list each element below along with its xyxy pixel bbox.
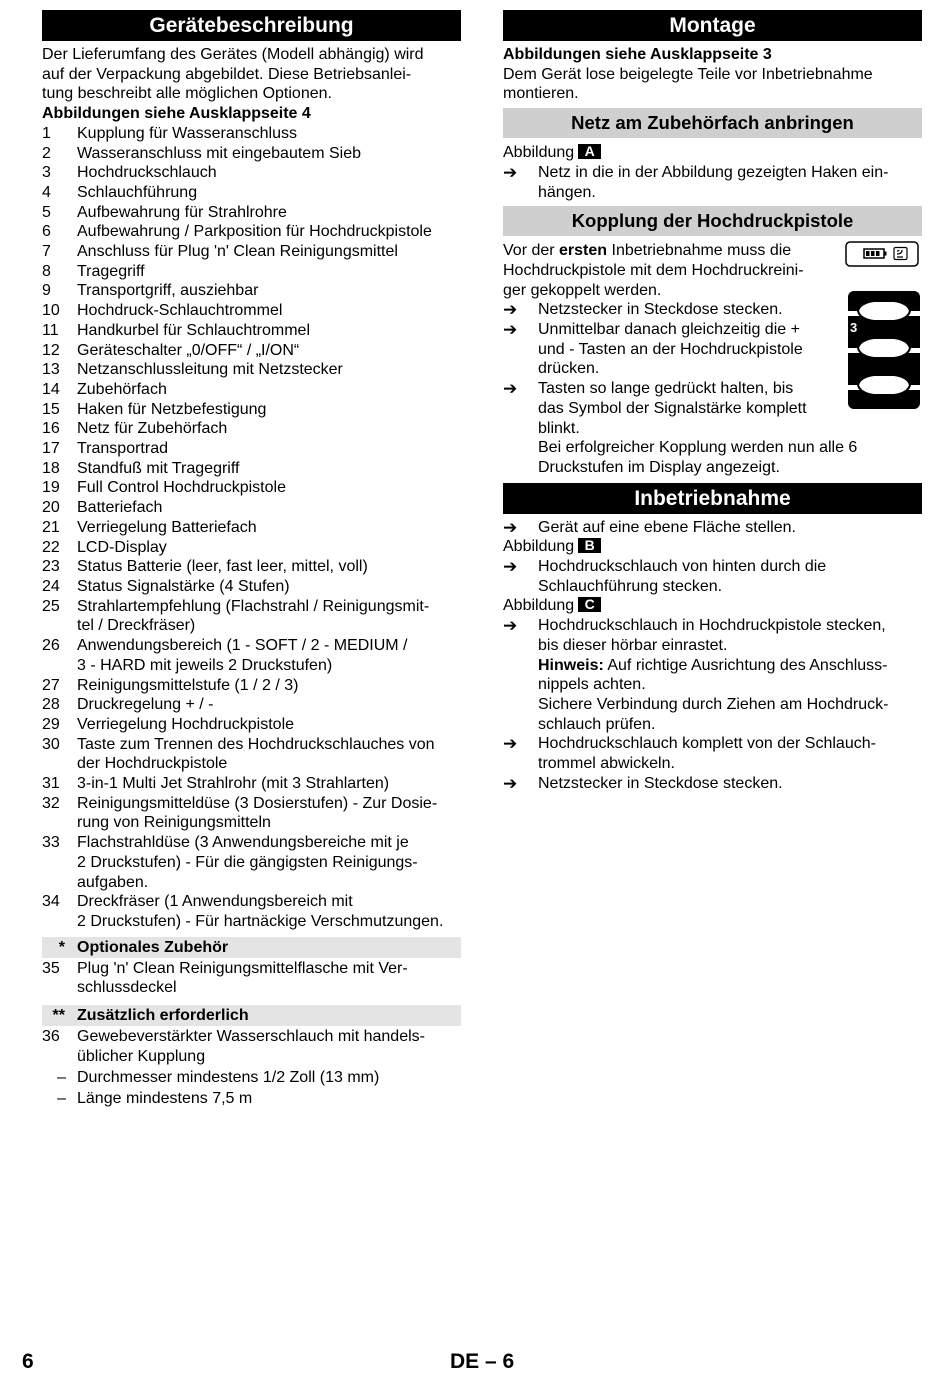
arrow-icon: ➔: [503, 300, 518, 320]
figure-badge-a: A: [578, 144, 601, 159]
step-line: drücken.: [538, 360, 600, 378]
list-item: [42, 163, 461, 183]
hint-label: Hinweis:: [538, 656, 604, 674]
arrow-icon: ➔: [503, 320, 518, 340]
item-number: 36: [42, 1028, 60, 1046]
item-text-line: Gewebeverstärkter Wasserschlauch mit handels-: [77, 1028, 425, 1046]
step: [503, 616, 922, 734]
step-line: Tasten so lange gedrückt halten, bis: [538, 380, 794, 398]
item-text: [77, 281, 461, 301]
item-text-line: aufgaben.: [77, 873, 149, 891]
item-text: [77, 478, 461, 498]
item-text-line: Hochdruck-Schlauchtrommel: [77, 302, 283, 320]
figure-reference: Abbildungen siehe Ausklappseite 3: [503, 46, 772, 63]
item-text-line: tel / Dreckfräser): [77, 617, 196, 635]
list-item: [42, 459, 461, 479]
page-number: 6: [22, 1350, 34, 1373]
item-text: [77, 301, 461, 321]
step: [503, 163, 922, 202]
step-line: schlauch prüfen.: [538, 715, 656, 733]
item-text-line: Zubehörfach: [77, 380, 167, 398]
item-text: [77, 959, 461, 998]
list-item: [42, 281, 461, 301]
list-item: [42, 222, 461, 242]
list-item: [42, 1068, 461, 1088]
list-item: [42, 774, 461, 794]
item-text: [77, 124, 461, 144]
list-item: [42, 400, 461, 420]
item-text-line: 3-in-1 Multi Jet Strahlrohr (mit 3 Strahlarten): [77, 775, 390, 793]
list-item: [42, 439, 461, 459]
item-text-line: Flachstrahldüse (3 Anwendungsbereiche mit je: [77, 834, 409, 852]
figure-word: Abbildung: [503, 144, 575, 162]
item-number: 10: [42, 302, 60, 320]
kopplung-block: [503, 241, 922, 477]
item-number: 28: [42, 696, 60, 714]
component-list: [42, 124, 461, 932]
required-marker: **: [52, 1007, 65, 1025]
list-item: [42, 794, 461, 833]
item-number: 21: [42, 518, 60, 536]
step-line: Bei erfolgreicher Kopplung werden nun alle 6: [538, 439, 858, 457]
text-run: Inbetriebnahme muss die: [607, 242, 792, 260]
item-number: 1: [42, 124, 51, 142]
item-number: 31: [42, 775, 60, 793]
list-item: [42, 183, 461, 203]
item-text-line: 2 Druckstufen) - Für hartnäckige Verschmutzungen.: [77, 912, 444, 930]
item-number: 16: [42, 420, 60, 438]
step-line: Druckstufen im Display angezeigt.: [538, 458, 780, 476]
step-line: Netz in die in der Abbildung gezeigten Haken ein-: [538, 163, 889, 181]
dash-marker: –: [57, 1090, 66, 1108]
step-line: Hochdruckschlauch komplett von der Schlauch-: [538, 735, 876, 753]
item-text-line: Standfuß mit Tragegriff: [77, 459, 240, 477]
item-text-line: Geräteschalter „0/OFF“ / „I/ON“: [77, 341, 300, 359]
item-number: 35: [42, 959, 60, 977]
item-number: 9: [42, 282, 51, 300]
item-text: [77, 577, 461, 597]
list-item: [42, 577, 461, 597]
list-item: [42, 959, 461, 998]
item-text-line: Aufbewahrung / Parkposition für Hochdruckpistole: [77, 223, 432, 241]
item-number: 33: [42, 834, 60, 852]
item-text-line: Netzanschlussleitung mit Netzstecker: [77, 361, 343, 379]
step-line: Schlauchführung stecken.: [538, 577, 723, 595]
item-number: 30: [42, 735, 60, 753]
item-text-line: Dreckfräser (1 Anwendungsbereich mit: [77, 893, 353, 911]
item-text: [77, 439, 461, 459]
list-item: [42, 380, 461, 400]
step-line: Hochdruckschlauch in Hochdruckpistole stecken,: [538, 617, 886, 635]
list-item: [42, 636, 461, 675]
list-item: [42, 144, 461, 164]
item-text-line: Tragegriff: [77, 262, 145, 280]
list-item: [42, 892, 461, 931]
step-line: Hochdruckschlauch von hinten durch die: [538, 558, 827, 576]
list-item: [42, 695, 461, 715]
step-line: und - Tasten an der Hochdruckpistole: [538, 340, 803, 358]
required-label: Zusätzlich erforderlich: [77, 1007, 249, 1025]
item-text-line: Anwendungsbereich (1 - SOFT / 2 - MEDIUM /: [77, 637, 408, 655]
text-run: Vor der: [503, 242, 560, 260]
list-item: [42, 419, 461, 439]
figure-word: Abbildung: [503, 538, 575, 556]
figure-label: [503, 537, 922, 557]
item-text: [77, 419, 461, 439]
item-number: 20: [42, 499, 60, 517]
item-text-line: üblicher Kupplung: [77, 1047, 206, 1065]
item-number: 7: [42, 243, 51, 261]
dash-marker: –: [57, 1069, 66, 1087]
arrow-icon: ➔: [503, 616, 518, 636]
item-number: 15: [42, 400, 60, 418]
item-text: [77, 833, 461, 892]
item-text-line: Transportgriff, ausziehbar: [77, 282, 259, 300]
item-text-line: 2 Druckstufen) - Für die gängigsten Reinigungs-: [77, 853, 418, 871]
item-number: 5: [42, 203, 51, 221]
item-text-line: Aufbewahrung für Strahlrohre: [77, 203, 287, 221]
paragraph-line: Hochdruckpistole mit dem Hochdruckreini-: [503, 261, 804, 279]
display-status-icon: [846, 242, 918, 266]
item-text-line: Verriegelung Batteriefach: [77, 518, 257, 536]
list-item: [42, 1089, 461, 1109]
intro-line: Der Lieferumfang des Gerätes (Modell abhängig) wird: [42, 46, 424, 63]
section-title-montage: Montage: [503, 10, 922, 41]
item-text-line: Reinigungsmittelstufe (1 / 2 / 3): [77, 676, 299, 694]
item-number: 8: [42, 262, 51, 280]
item-text: [77, 400, 461, 420]
item-text: [77, 557, 461, 577]
intro-line: auf der Verpackung abgebildet. Diese Betriebsanlei-: [42, 65, 412, 83]
item-text: [77, 735, 461, 774]
list-item: [42, 478, 461, 498]
item-number: 23: [42, 558, 60, 576]
item-text-line: Status Batterie (leer, fast leer, mittel, voll): [77, 558, 368, 576]
item-text-line: Reinigungsmitteldüse (3 Dosierstufen) - Zur Dosie-: [77, 794, 438, 812]
item-text-line: Strahlartempfehlung (Flachstrahl / Reinigungsmit-: [77, 597, 430, 615]
item-text-line: schlussdeckel: [77, 979, 177, 997]
list-item: [42, 538, 461, 558]
step: [503, 518, 922, 538]
list-item: [42, 676, 461, 696]
paragraph-line: montieren.: [503, 85, 579, 103]
item-text: [77, 794, 461, 833]
right-column: [503, 10, 922, 794]
item-text: [77, 341, 461, 361]
item-text: [77, 144, 461, 164]
item-number: 17: [42, 440, 60, 458]
step-text: [538, 616, 922, 734]
list-item: [42, 341, 461, 361]
item-text-line: rung von Reinigungsmitteln: [77, 814, 271, 832]
device-number-label: 3: [850, 320, 858, 336]
arrow-icon: ➔: [503, 162, 518, 182]
text-run-bold: ersten: [559, 242, 608, 260]
paragraph-line: Dem Gerät lose beigelegte Teile vor Inbetriebnahme: [503, 65, 873, 83]
item-text: [77, 636, 461, 675]
item-text: [77, 242, 461, 262]
item-text-line: Druckregelung + / -: [77, 696, 214, 714]
item-text-line: Batteriefach: [77, 499, 163, 517]
step-line: trommel abwickeln.: [538, 755, 675, 773]
item-text-line: 3 - HARD mit jeweils 2 Druckstufen): [77, 656, 333, 674]
optional-label: Optionales Zubehör: [77, 938, 229, 956]
item-number: 22: [42, 538, 60, 556]
list-item: [42, 1027, 461, 1066]
item-number: 11: [42, 321, 59, 339]
step-text: [538, 557, 922, 596]
optional-marker: *: [58, 938, 65, 956]
step-line: nippels achten.: [538, 676, 646, 694]
intro-line: tung beschreibt alle möglichen Optionen.: [42, 85, 332, 103]
item-text: [77, 892, 461, 931]
item-text-line: Transportrad: [77, 440, 168, 458]
list-item: [42, 498, 461, 518]
step-line: das Symbol der Signalstärke komplett: [538, 399, 807, 417]
list-item: [42, 242, 461, 262]
item-text: [77, 518, 461, 538]
item-number: 26: [42, 637, 60, 655]
item-number: 14: [42, 380, 60, 398]
figure-reference: Abbildungen siehe Ausklappseite 4: [42, 105, 311, 123]
step-line: Sichere Verbindung durch Ziehen am Hochdruck-: [538, 695, 889, 713]
step-line: hängen.: [538, 183, 596, 201]
item-text-line: der Hochdruckpistole: [77, 755, 228, 773]
item-text: [77, 774, 461, 794]
item-text-line: Taste zum Trennen des Hochdruckschlauches von: [77, 735, 435, 753]
item-text: [77, 360, 461, 380]
item-text-line: LCD-Display: [77, 538, 167, 556]
item-text-line: Handkurbel für Schlauchtrommel: [77, 321, 310, 339]
item-number: 25: [42, 597, 60, 615]
item-text: [77, 538, 461, 558]
item-number: 27: [42, 676, 60, 694]
list-item: [42, 597, 461, 636]
figure-label: [503, 596, 922, 616]
item-number: 2: [42, 144, 51, 162]
item-number: 12: [42, 341, 60, 359]
item-number: 13: [42, 361, 60, 379]
figure-badge-b: B: [578, 538, 601, 553]
figure-label: [503, 143, 922, 163]
step-line: Auf richtige Ausrichtung des Anschluss-: [603, 656, 888, 674]
required-header: [42, 1005, 461, 1026]
item-text: [77, 321, 461, 341]
item-text: [77, 597, 461, 636]
item-text: [77, 183, 461, 203]
item-text: Länge mindestens 7,5 m: [77, 1090, 253, 1108]
item-number: 6: [42, 223, 51, 241]
paragraph-line: ger gekoppelt werden.: [503, 281, 662, 299]
item-text-line: Wasseranschluss mit eingebautem Sieb: [77, 144, 361, 162]
item-text: [77, 695, 461, 715]
subsection-title-kopplung: Kopplung der Hochdruckpistole: [503, 206, 922, 236]
item-number: 19: [42, 479, 60, 497]
item-text: [77, 498, 461, 518]
step: [503, 734, 922, 773]
arrow-icon: ➔: [503, 773, 518, 793]
section-title-geraetebeschreibung: Gerätebeschreibung: [42, 10, 461, 41]
item-text-line: Hochdruckschlauch: [77, 164, 217, 182]
list-item: [42, 203, 461, 223]
item-text-line: Full Control Hochdruckpistole: [77, 479, 286, 497]
item-text: [77, 676, 461, 696]
optional-accessories-header: [42, 937, 461, 958]
remote-display-illustration: [844, 241, 922, 413]
left-column: [42, 10, 461, 1109]
item-text: [77, 203, 461, 223]
step-line: Unmittelbar danach gleichzeitig die +: [538, 321, 800, 339]
item-text-line: Haken für Netzbefestigung: [77, 400, 267, 418]
item-text: Durchmesser mindestens 1/2 Zoll (13 mm): [77, 1069, 380, 1087]
item-text-line: Schlauchführung: [77, 183, 198, 201]
list-item: [42, 557, 461, 577]
list-item: [42, 360, 461, 380]
item-text: [77, 380, 461, 400]
list-item: [42, 262, 461, 282]
item-text-line: Anschluss für Plug 'n' Clean Reinigungsmittel: [77, 243, 398, 261]
subsection-title-netz: Netz am Zubehörfach anbringen: [503, 108, 922, 138]
list-item: [42, 833, 461, 892]
figure-word: Abbildung: [503, 597, 575, 615]
item-text-line: Kupplung für Wasseranschluss: [77, 124, 297, 142]
section-title-inbetriebnahme: Inbetriebnahme: [503, 483, 922, 514]
arrow-icon: ➔: [503, 517, 518, 537]
list-item: [42, 715, 461, 735]
item-number: 32: [42, 794, 60, 812]
item-text: [77, 222, 461, 242]
arrow-icon: ➔: [503, 379, 518, 399]
step-text: [538, 163, 922, 202]
item-text-line: Plug 'n' Clean Reinigungsmittelflasche mit Ver-: [77, 959, 408, 977]
item-text: [77, 715, 461, 735]
step-line: blinkt.: [538, 419, 580, 437]
list-item: [42, 735, 461, 774]
item-text-line: Netz für Zubehörfach: [77, 420, 228, 438]
step-line: bis dieser hörbar einrastet.: [538, 636, 728, 654]
list-item: [42, 301, 461, 321]
page-code: DE – 6: [450, 1350, 515, 1373]
list-item: [42, 518, 461, 538]
step: [503, 774, 922, 794]
step: [503, 557, 922, 596]
item-text-line: Verriegelung Hochdruckpistole: [77, 715, 295, 733]
item-number: 4: [42, 183, 51, 201]
item-text: [77, 459, 461, 479]
step-text: Netzstecker in Steckdose stecken.: [538, 774, 783, 792]
item-text: [77, 163, 461, 183]
item-text: [77, 1027, 461, 1066]
item-text-line: Status Signalstärke (4 Stufen): [77, 577, 290, 595]
list-item: [42, 124, 461, 144]
item-number: 18: [42, 459, 60, 477]
list-item: [42, 321, 461, 341]
step-text: Netzstecker in Steckdose stecken.: [538, 301, 783, 319]
arrow-icon: ➔: [503, 734, 518, 754]
item-number: 3: [42, 164, 51, 182]
arrow-icon: ➔: [503, 557, 518, 577]
item-number: 24: [42, 577, 60, 595]
step-text: Gerät auf eine ebene Fläche stellen.: [538, 518, 796, 536]
item-text: [77, 262, 461, 282]
paragraph-line: [503, 241, 833, 261]
item-number: 29: [42, 715, 60, 733]
item-number: 34: [42, 893, 60, 911]
step-text: [538, 734, 922, 773]
pistol-buttons-icon: [848, 291, 920, 409]
figure-badge-c: C: [578, 597, 601, 612]
